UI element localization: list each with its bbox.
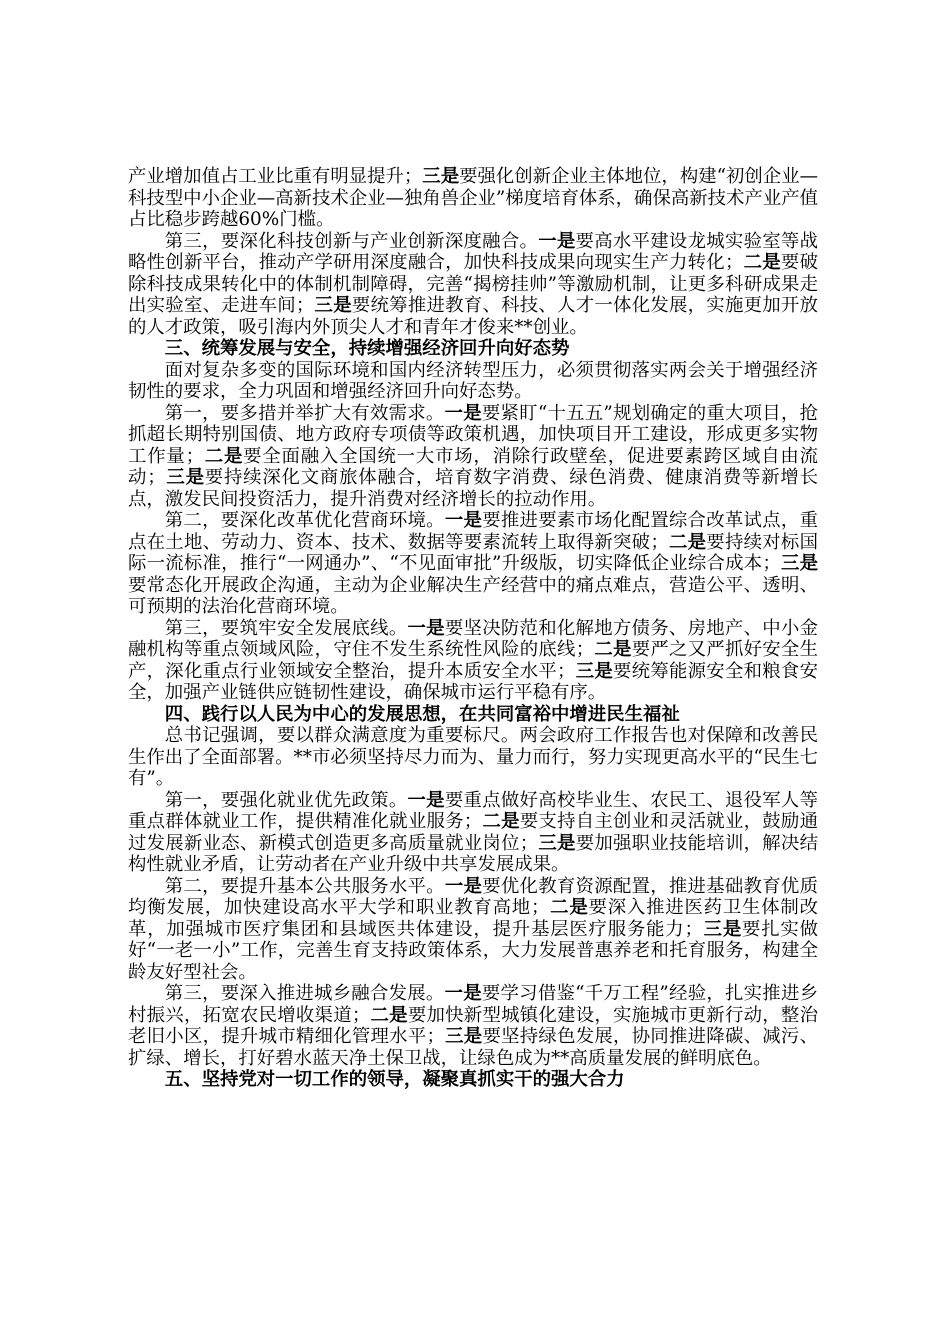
text-run: 第二，要提升基本公共服务水平。 <box>164 875 445 897</box>
section-heading <box>128 338 818 360</box>
bold-marker: 一是 <box>407 789 445 811</box>
body-paragraph <box>128 876 818 984</box>
text-run: 第一，要多措并举扩大有效需求。 <box>164 402 445 424</box>
text-run: 要破除科技成果转化中的体制机制障碍，完善“揭榜挂帅”等激励机制，让更多科研成果走出实验室、走进车间； <box>128 252 818 316</box>
text-run: 第三，要深入推进城乡融合发展。 <box>164 983 445 1004</box>
bold-marker: 三是 <box>422 166 460 187</box>
section-heading <box>128 704 818 726</box>
bold-marker: 一是 <box>538 230 576 252</box>
text-run: 要统筹能源安全和粮食安全，加强产业链供应链韧性建设，确保城市运行平稳有序。 <box>128 660 818 703</box>
text-run: 三、统筹发展与安全，持续增强经济回升向好态势 <box>164 338 570 359</box>
text-run: 第一，要强化就业优先政策。 <box>164 789 408 811</box>
bold-marker: 一是 <box>407 617 445 639</box>
body-paragraph <box>128 510 818 618</box>
text-run: 要加强职业技能培训，解决结构性就业矛盾，让劳动者在产业升级中共享发展成果。 <box>128 832 818 875</box>
bold-marker: 一是 <box>444 510 483 531</box>
body-paragraph <box>128 403 818 511</box>
bold-marker: 二是 <box>594 639 632 660</box>
text-run: 四、践行以人民为中心的发展思想，在共同富裕中增进民生福祉 <box>164 703 680 725</box>
bold-marker: 三是 <box>314 295 352 316</box>
bold-marker: 二是 <box>549 897 589 918</box>
bold-marker: 三是 <box>780 553 818 574</box>
text-run: 要常态化开展政企沟通，主动为企业解决生产经营中的痛点难点，营造公平、透明、可预期的法治化营商环境。 <box>128 574 818 617</box>
text-run: 要坚决防范和化解地方债务、房地产、中小金融机构等重点领域风险，守住不发生系统性风险的底线； <box>128 617 818 660</box>
text-run: 五、坚持党对一切工作的领导，凝聚真抓实干的强大合力 <box>164 1069 625 1090</box>
bold-marker: 二是 <box>482 811 520 832</box>
text-run: 第二，要深化改革优化营商环境。 <box>164 510 445 531</box>
body-paragraph <box>128 790 818 876</box>
body-paragraph <box>128 618 818 704</box>
text-run: 产业增加值占工业比重有明显提升； <box>128 166 423 187</box>
body-paragraph <box>128 166 818 231</box>
text-run: 要持续深化文商旅体融合，培育数字消费、绿色消费、健康消费等新增长点，激发民间投资活力，提升消费对经济增长的拉动作用。 <box>128 467 818 510</box>
bold-marker: 三是 <box>702 918 743 940</box>
text-run: 要扎实做好“一老一小”工作，完善生育支持政策体系，大力发展普惠养老和托育服务，构建全龄友好型社会。 <box>128 918 818 983</box>
text-run: 要支持自主创业和灵活就业，鼓励通过发展新业态、新模式创造更多高质量就业岗位； <box>128 811 818 854</box>
text-run: 要严之又严抓好安全生产，深化重点行业领域安全整治，提升本质安全水平； <box>128 639 818 682</box>
text-run: 要高水平建设龙城实验室等战略性创新平台，推动产学研用深度融合，加快科技成果向现实生产力转化； <box>128 230 818 273</box>
text-run: 要坚持绿色发展，协同推进降碳、减污、扩绿、增长，打好碧水蓝天净土保卫战，让绿色成为**高质量发展的鲜明底色。 <box>128 1026 818 1069</box>
text-run: 第三，要筑牢安全发展底线。 <box>164 617 408 639</box>
text-run: 要强化创新企业主体地位，构建“初创企业—科技型中小企业—高新技术企业—独角兽企业”梯度培育体系，确保高新技术产业产值占比稳步跨越60%门槛。 <box>128 166 818 230</box>
text-run: 要加快新型城镇化建设，实施城市更新行动，整治老旧小区，提升城市精细化管理水平； <box>128 1004 818 1047</box>
text-run: 第三，要深化科技创新与产业创新深度融合。 <box>164 230 539 252</box>
body-paragraph <box>128 983 818 1069</box>
text-run: 要统筹推进教育、科技、人才一体化发展，实施更加开放的人才政策，吸引海内外顶尖人才和青年才俊来**创业。 <box>128 295 818 338</box>
body-paragraph <box>128 231 818 339</box>
bold-marker: 一是 <box>444 983 482 1004</box>
text-run: 要紧盯“十五五”规划确定的重大项目，抢抓超长期特别国债、地方政府专项债等政策机遇，加快项目开工建设，形成更多实物工作量； <box>128 402 818 467</box>
bold-marker: 一是 <box>444 875 483 897</box>
bold-marker: 二是 <box>668 531 707 553</box>
body-paragraph <box>128 360 818 403</box>
section-heading <box>128 1069 818 1091</box>
text-run: 要学习借鉴“千万工程”经验，扎实推进乡村振兴，拓宽农民增收渠道； <box>128 983 818 1026</box>
bold-marker: 二是 <box>370 1004 408 1026</box>
bold-marker: 二是 <box>743 252 781 273</box>
text-run: 面对复杂多变的国际环境和国内经济转型压力，必须贯彻落实两会关于增强经济韧性的要求，全力巩固和增强经济回升向好态势。 <box>128 359 818 402</box>
bold-marker: 三是 <box>575 660 614 682</box>
bold-marker: 一是 <box>444 402 482 424</box>
text-run: 要全面融入全国统一大市场，消除行政壁垒，促进要素跨区域自由流动； <box>128 445 818 488</box>
bold-marker: 三是 <box>165 467 205 488</box>
text-run: 要推进要素市场化配置综合改革试点，重点在土地、劳动力、资本、技术、数据等要素流转上取得新突破； <box>128 510 818 553</box>
bold-marker: 三是 <box>444 1026 483 1047</box>
text-run: 总书记强调，要以群众满意度为重要标尺。两会政府工作报告也对保障和改善民生作出了全面部署。**市必须坚持尽力而为、量力而行，努力实现更高水平的“民生七有”。 <box>128 725 818 789</box>
bold-marker: 二是 <box>203 445 244 467</box>
document-page <box>128 166 818 1091</box>
text-run: 要优化教育资源配置，推进基础教育优质均衡发展，加快建设高水平大学和职业教育高地； <box>128 875 818 918</box>
bold-marker: 三是 <box>538 832 576 854</box>
text-run: 要深入推进医药卫生体制改革，加强城市医疗集团和县域医共体建设，提升基层医疗服务能力； <box>128 897 818 940</box>
body-paragraph <box>128 725 818 790</box>
text-run: 要重点做好高校毕业生、农民工、退役军人等重点群体就业工作，提供精准化就业服务； <box>128 789 818 832</box>
text-run: 要持续对标国际一流标准，推行“一网通办”、“不见面审批”升级版，切实降低企业综合成本； <box>128 531 818 574</box>
